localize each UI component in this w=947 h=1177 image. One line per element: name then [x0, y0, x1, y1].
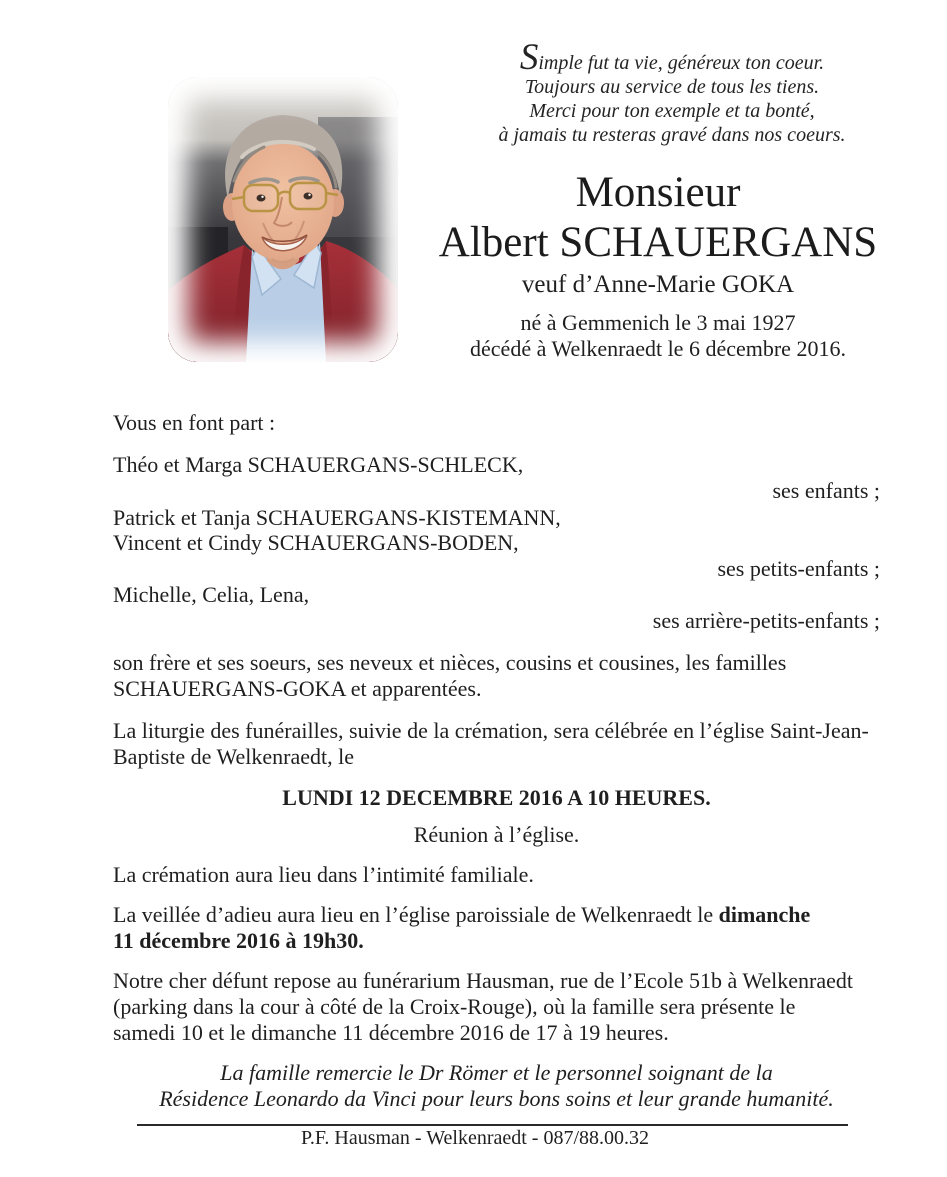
- thanks-line-1: La famille remercie le Dr Römer et le personnel soignant de la: [220, 1060, 773, 1085]
- cremation-line: La crémation aura lieu dans l’intimité familiale.: [113, 862, 534, 887]
- funeral-home-footer: P.F. Hausman - Welkenraedt - 087/88.00.32: [300, 1127, 650, 1149]
- grandchildren-names-line-2: Vincent et Cindy SCHAUERGANS-BODEN,: [113, 530, 519, 555]
- birth-death-dates: [408, 310, 908, 362]
- quote-line-1: Simple fut ta vie, généreux ton coeur.: [519, 37, 825, 78]
- grandchildren-relation-label: ses petits-enfants ;: [717, 556, 880, 581]
- widower-line: veuf d’Anne-Marie GOKA: [521, 271, 795, 298]
- repose-line-2: (parking dans la cour à côté de la Croix-Rouge), où la famille sera présente le: [113, 994, 796, 1019]
- repose-line-1: Notre cher défunt repose au funérarium Hausman, rue de l’Ecole 51b à Welkenraedt: [113, 968, 854, 993]
- portrait-photo: [168, 77, 398, 362]
- quote-line-2: Toujours au service de tous les tiens.: [524, 76, 820, 98]
- vigil-line-2: 11 décembre 2016 à 19h30.: [113, 928, 364, 953]
- quote-line-3: Merci pour ton exemple et ta bonté,: [529, 100, 815, 122]
- announcement-body: [113, 402, 880, 1177]
- vigil-day-bold: dimanche: [718, 902, 811, 927]
- liturgy-line-2: Baptiste de Welkenraedt, le: [113, 744, 354, 769]
- portrait-illustration: [168, 77, 398, 362]
- grandchildren-names-line-1: Patrick et Tanja SCHAUERGANS-KISTEMANN,: [113, 505, 561, 530]
- quote-drop-cap: S: [519, 37, 539, 78]
- deceased-title: Monsieur: [575, 169, 741, 216]
- repose-line-3: samedi 10 et le dimanche 11 décembre 2016 de 17 à 19 heures.: [113, 1020, 669, 1045]
- great-grandchildren-relation-label: ses arrière-petits-enfants ;: [652, 608, 880, 633]
- liturgy-line-1: La liturgie des funérailles, suivie de la crémation, sera célébrée en l’église Saint-Jean-: [113, 718, 869, 743]
- vigil-line-1: La veillée d’adieu aura lieu en l’église paroissiale de Welkenraedt le dimanche: [113, 902, 811, 927]
- death-line: décédé à Welkenraedt le 6 décembre 2016.: [470, 336, 846, 361]
- great-grandchildren-names: Michelle, Celia, Lena,: [113, 582, 310, 607]
- quote-line-4: à jamais tu resteras gravé dans nos coeurs.: [498, 124, 846, 146]
- extended-family-line-1: son frère et ses soeurs, ses neveux et nièces, cousins et cousines, les familles: [113, 650, 787, 675]
- deceased-name-block: [408, 168, 908, 362]
- church-meeting-line: Réunion à l’église.: [413, 822, 580, 847]
- announcement-intro: Vous en font part :: [113, 410, 276, 435]
- extended-family-line-2: SCHAUERGANS-GOKA et apparentées.: [113, 676, 482, 701]
- birth-line: né à Gemmenich le 3 mai 1927: [520, 310, 796, 335]
- children-names: Théo et Marga SCHAUERGANS-SCHLECK,: [113, 452, 524, 477]
- thanks-line-2: Résidence Leonardo da Vinci pour leurs bons soins et leur grande humanité.: [159, 1086, 834, 1111]
- deceased-name: Albert SCHAUERGANS: [438, 219, 878, 266]
- memorial-quote: [422, 37, 922, 147]
- funeral-date-line: LUNDI 12 DECEMBRE 2016 A 10 HEURES.: [282, 785, 711, 810]
- children-relation-label: ses enfants ;: [772, 478, 880, 503]
